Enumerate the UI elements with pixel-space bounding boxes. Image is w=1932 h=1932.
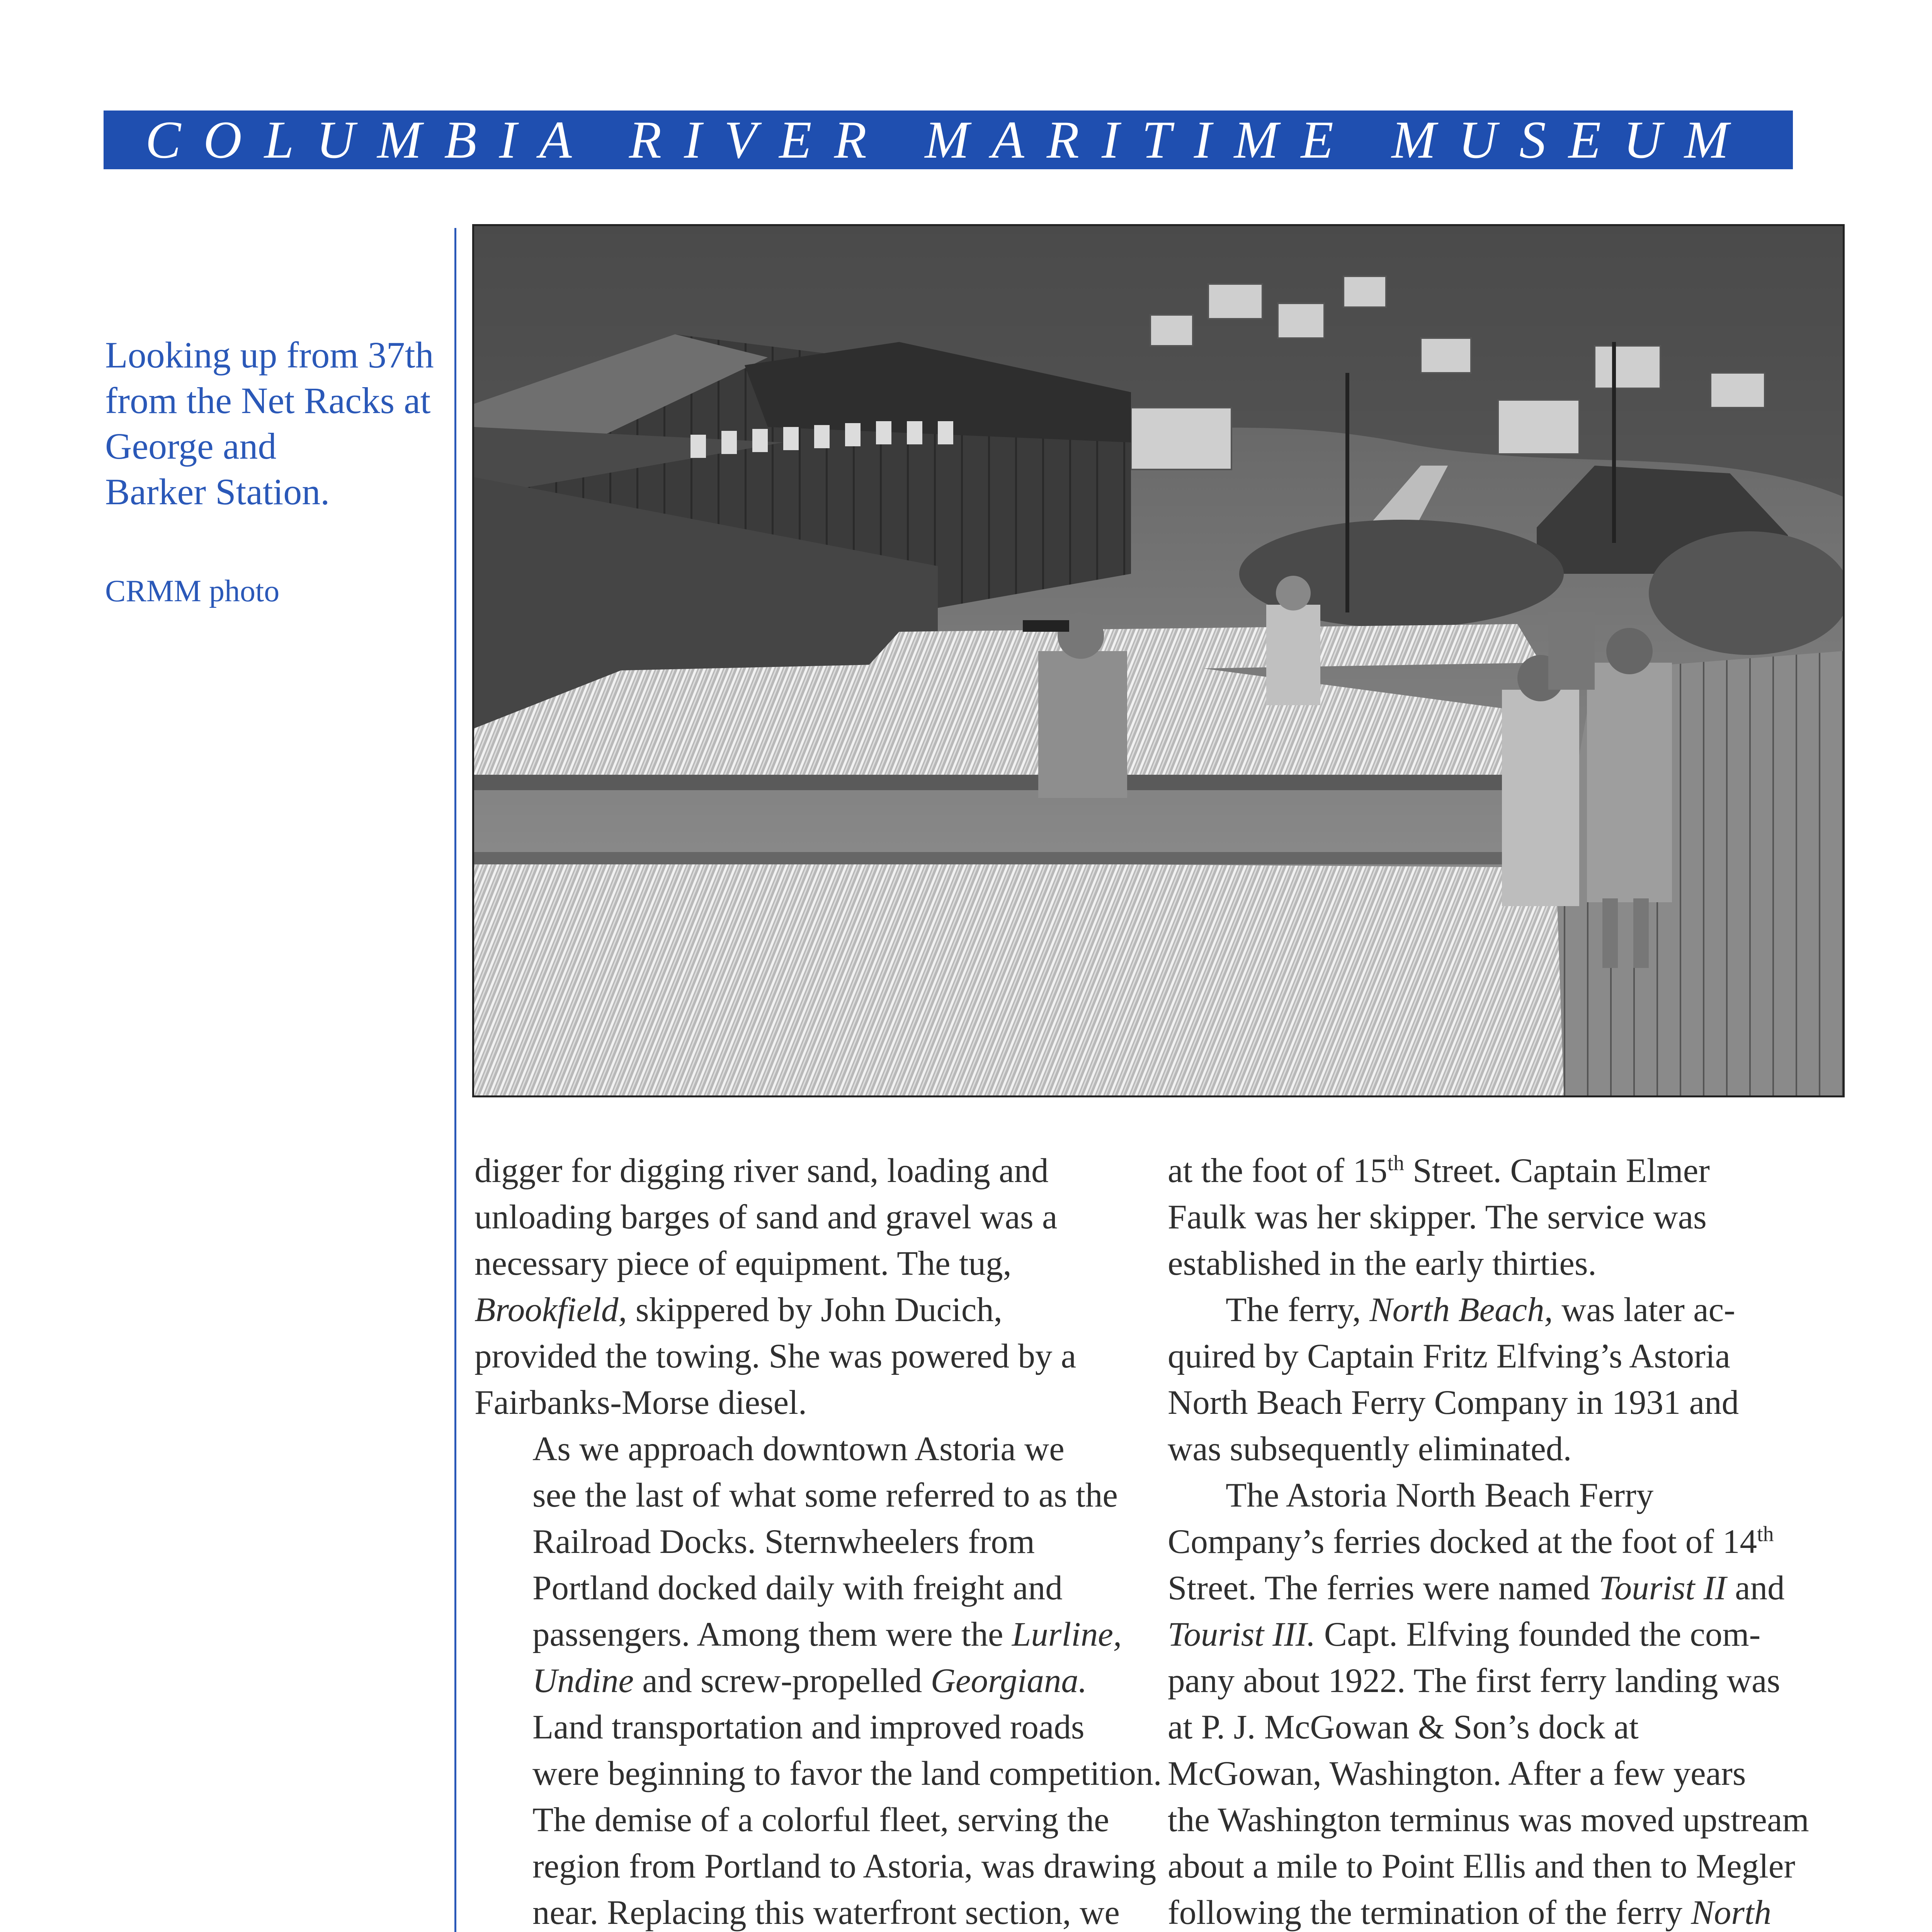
text-line: the Washington terminus was moved upstream xyxy=(1168,1801,1809,1839)
vessel-name: Lurline, xyxy=(1012,1616,1122,1653)
body-column-1 xyxy=(474,1148,1162,1932)
photo-caption xyxy=(105,332,437,515)
paragraph xyxy=(1168,1148,1832,1287)
caption-line: from the Net Racks at xyxy=(105,380,431,421)
ordinal-suffix: th xyxy=(1757,1522,1774,1546)
text-line: Faulk was her skipper. The service was xyxy=(1168,1198,1707,1236)
paragraph xyxy=(1168,1472,1832,1932)
vessel-name: Georgiana. xyxy=(930,1662,1087,1700)
vessel-name: Undine xyxy=(532,1662,634,1700)
text-run: at the foot of 15 xyxy=(1168,1152,1388,1190)
text-line: quired by Captain Fritz Elfving’s Astoria xyxy=(1168,1337,1730,1375)
text-line: necessary piece of equipment. The tug, xyxy=(474,1245,1012,1282)
text-line: were beginning to favor the land competition. xyxy=(532,1755,1162,1793)
text-line xyxy=(1168,1148,1832,1194)
net-racks-photo xyxy=(472,224,1845,1097)
caption-line: Barker Station. xyxy=(105,471,330,512)
vessel-name: North Beach, xyxy=(1369,1291,1553,1329)
text-line xyxy=(1168,1889,1832,1932)
text-run: Company’s ferries docked at the foot of 14 xyxy=(1168,1523,1757,1561)
caption-line: George and xyxy=(105,425,277,467)
text-line xyxy=(1168,1565,1832,1611)
text-line xyxy=(1168,1611,1832,1658)
text-line: was subsequently eliminated. xyxy=(1168,1430,1572,1468)
paragraph xyxy=(474,1426,1162,1932)
text-line: see the last of what some referred to as the xyxy=(532,1476,1118,1514)
text-line xyxy=(1168,1287,1832,1333)
text-line: North Beach Ferry Company in 1931 and xyxy=(1168,1384,1739,1422)
column-divider xyxy=(454,228,456,1932)
vessel-name: Tourist II xyxy=(1599,1569,1726,1607)
text-line: Railroad Docks. Sternwheelers from xyxy=(532,1523,1035,1561)
paragraph xyxy=(1168,1287,1832,1472)
text-line: As we approach downtown Astoria we xyxy=(532,1430,1065,1468)
text-line: The Astoria North Beach Ferry xyxy=(1226,1476,1654,1514)
text-run: was later ac- xyxy=(1553,1291,1735,1329)
body-column-2 xyxy=(1168,1148,1832,1932)
text-line: Fairbanks-Morse diesel. xyxy=(474,1384,807,1422)
text-run: passengers. Among them were the xyxy=(532,1616,1012,1653)
text-line xyxy=(474,1658,1139,1704)
photo-credit: CRMM photo xyxy=(105,574,280,608)
ordinal-suffix: th xyxy=(1387,1151,1405,1175)
text-line: digger for digging river sand, loading and xyxy=(474,1152,1049,1190)
text-line: pany about 1922. The first ferry landing was xyxy=(1168,1662,1781,1700)
publication-title: COLUMBIA RIVER MARITIME MUSEUM xyxy=(145,110,1751,169)
paragraph xyxy=(474,1148,1139,1426)
vessel-name: Tourist III. xyxy=(1168,1616,1316,1653)
header-banner xyxy=(104,111,1793,169)
text-run: and screw-propelled xyxy=(634,1662,931,1700)
text-line: Land transportation and improved roads xyxy=(532,1708,1085,1746)
vessel-name: North xyxy=(1691,1894,1772,1932)
text-run: skippered by John Ducich, xyxy=(627,1291,1003,1329)
text-line: The demise of a colorful fleet, serving the xyxy=(532,1801,1109,1839)
vessel-name: Brookfield, xyxy=(474,1291,627,1329)
text-line: Portland docked daily with freight and xyxy=(532,1569,1063,1607)
text-line: near. Replacing this waterfront section, we xyxy=(532,1894,1120,1932)
text-line xyxy=(1168,1519,1832,1565)
text-run: and xyxy=(1726,1569,1785,1607)
text-run: Street. Captain Elmer xyxy=(1404,1152,1710,1190)
text-line xyxy=(474,1611,1139,1658)
text-run: The ferry, xyxy=(1226,1291,1370,1329)
text-line: region from Portland to Astoria, was drawing xyxy=(532,1847,1156,1885)
text-run: following the termination of the ferry xyxy=(1168,1894,1691,1932)
text-line: about a mile to Point Ellis and then to Megler xyxy=(1168,1847,1795,1885)
text-line: unloading barges of sand and gravel was a xyxy=(474,1198,1058,1236)
text-line: at P. J. McGowan & Son’s dock at xyxy=(1168,1708,1639,1746)
text-line: established in the early thirties. xyxy=(1168,1245,1597,1282)
text-run: Capt. Elfving founded the com- xyxy=(1315,1616,1761,1653)
text-line: provided the towing. She was powered by a xyxy=(474,1337,1077,1375)
text-run: Street. The ferries were named xyxy=(1168,1569,1599,1607)
text-line xyxy=(474,1287,1139,1333)
caption-line: Looking up from 37th xyxy=(105,334,434,376)
text-line: McGowan, Washington. After a few years xyxy=(1168,1755,1746,1793)
